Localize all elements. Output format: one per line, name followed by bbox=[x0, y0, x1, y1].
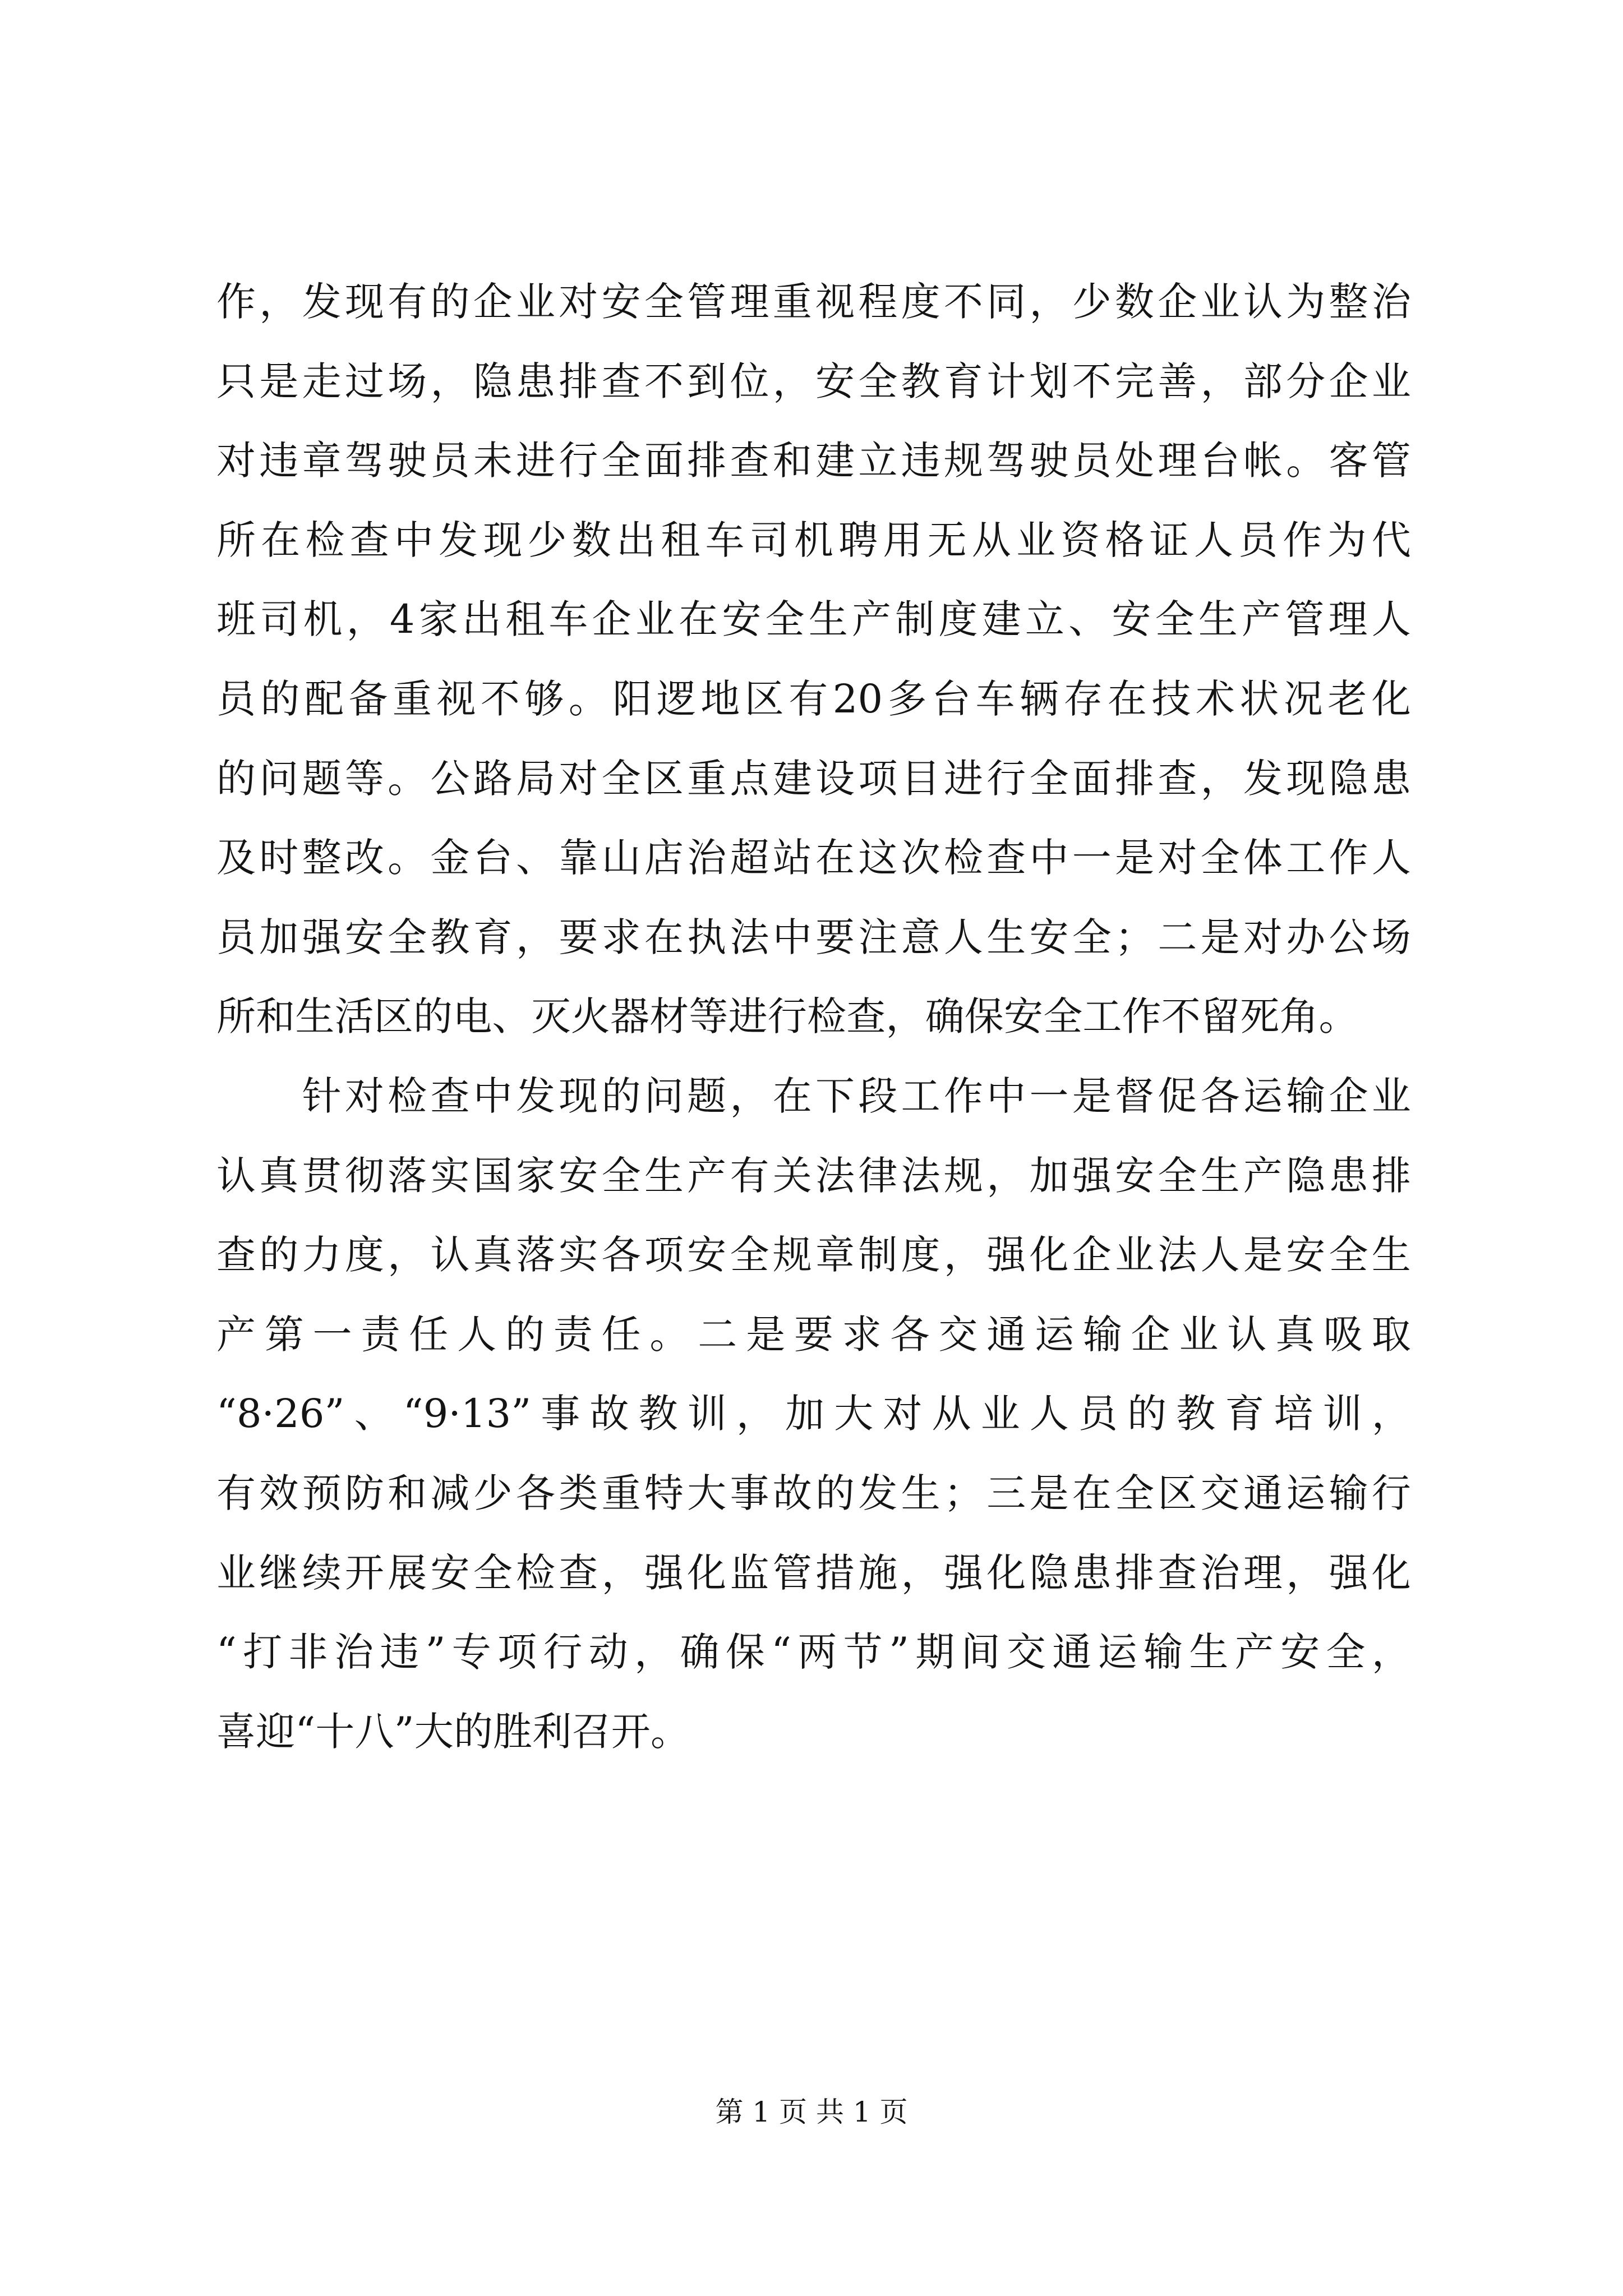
paragraph-1 bbox=[216, 263, 1411, 1057]
text-line: 及时整改。金台、靠山店治超站在这次检查中一是对全体工作人 bbox=[216, 835, 1411, 881]
page-number-footer: 第 1 页 共 1 页 bbox=[715, 2096, 908, 2128]
text-line: 所在检查中发现少数出租车司机聘用无从业资格证人员作为代 bbox=[216, 517, 1411, 563]
text-line: 员加强安全教育，要求在执法中要注意人生安全；二是对办公场 bbox=[216, 914, 1411, 960]
text-line: 查的力度，认真落实各项安全规章制度，强化企业法人是安全生 bbox=[216, 1232, 1411, 1278]
text-line: 喜迎“十八”大的胜利召开。 bbox=[216, 1708, 690, 1755]
text-line: 只是走过场，隐患排查不到位，安全教育计划不完善，部分企业 bbox=[216, 358, 1411, 404]
text-line: 班司机，4家出租车企业在安全生产制度建立、安全生产管理人 bbox=[216, 596, 1411, 643]
document-body bbox=[216, 263, 1411, 1772]
text-line: 的问题等。公路局对全区重点建设项目进行全面排查，发现隐患 bbox=[216, 755, 1411, 802]
text-line: 所和生活区的电、灭火器材等进行检查，确保安全工作不留死角。 bbox=[216, 993, 1358, 1040]
text-line: 产第一责任人的责任。二是要求各交通运输企业认真吸取 bbox=[216, 1311, 1411, 1358]
paragraph-2 bbox=[216, 1057, 1411, 1772]
text-line: 针对检查中发现的问题，在下段工作中一是督促各运输企业 bbox=[216, 1073, 1411, 1119]
text-line: 有效预防和减少各类重特大事故的发生；三是在全区交通运输行 bbox=[216, 1470, 1411, 1516]
text-line: 员的配备重视不够。阳逻地区有20多台车辆存在技术状况老化 bbox=[216, 675, 1411, 722]
text-line: 认真贯彻落实国家安全生产有关法律法规，加强安全生产隐患排 bbox=[216, 1152, 1411, 1199]
text-line: 作，发现有的企业对安全管理重视程度不同，少数企业认为整治 bbox=[216, 279, 1411, 325]
text-line: “8·26”、“9·13”事故教训，加大对从业人员的教育培训， bbox=[216, 1391, 1411, 1437]
text-line: 对违章驾驶员未进行全面排查和建立违规驾驶员处理台帐。客管 bbox=[216, 438, 1411, 484]
text-line: 业继续开展安全检查，强化监管措施，强化隐患排查治理，强化 bbox=[216, 1549, 1411, 1596]
text-line: “打非治违”专项行动，确保“两节”期间交通运输生产安全， bbox=[216, 1629, 1411, 1676]
